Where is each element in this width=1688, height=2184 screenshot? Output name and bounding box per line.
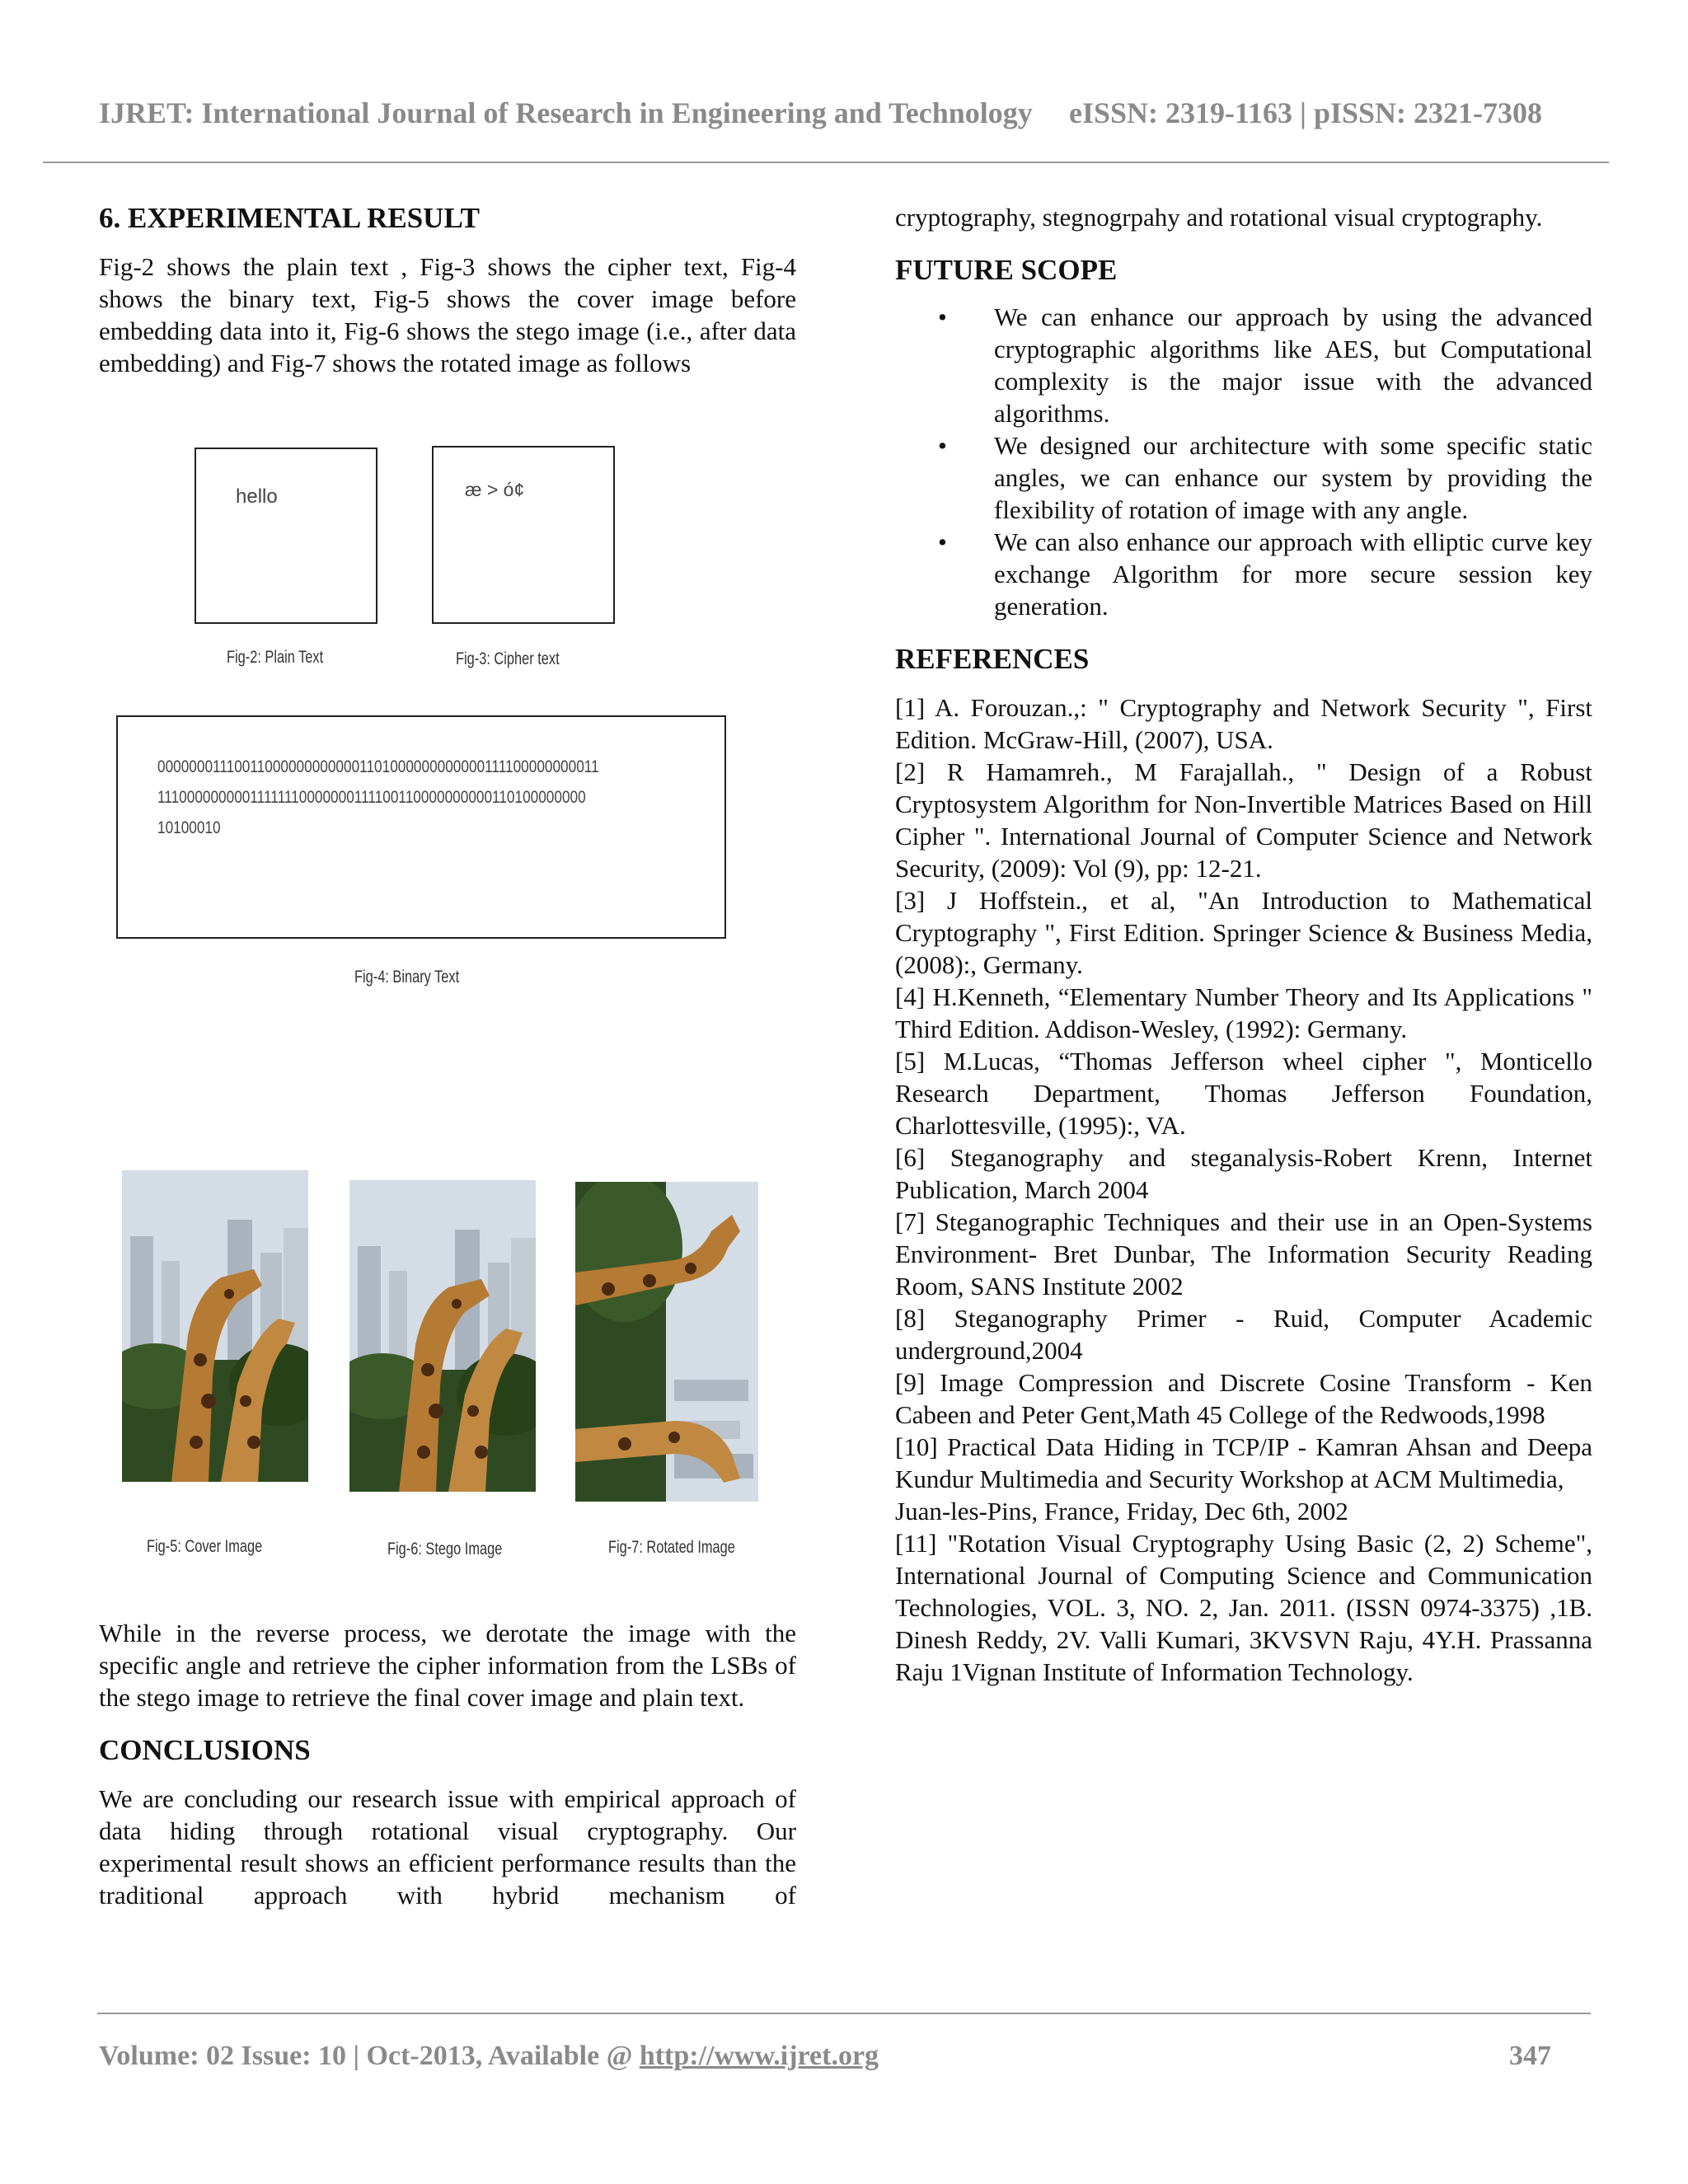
fig7-caption: Fig-7: Rotated Image <box>608 1538 735 1557</box>
fig4-binary-text <box>157 752 599 843</box>
running-footer <box>99 2041 1591 2072</box>
left-column-bottom <box>99 1617 796 1911</box>
future-scope-list <box>895 301 1592 622</box>
journal-name: IJRET: International Journal of Research in Engineering and Technology <box>99 96 1033 129</box>
section-title-experimental: 6. EXPERIMENTAL RESULT <box>99 202 480 234</box>
right-column <box>895 201 1592 1688</box>
reference-item: [8] Steganography Primer - Ruid, Computer Academic underground,2004 <box>895 1304 1592 1365</box>
reference-list <box>895 691 1592 1688</box>
running-header <box>99 96 1591 130</box>
section-title-future-scope: FUTURE SCOPE <box>895 254 1118 286</box>
reference-item: [7] Steganographic Techniques and their use in an Open-Systems Environment- Bret Dunbar, The Information Security Reading Room, SANS Institute 2002 <box>895 1207 1592 1301</box>
reference-item: [11] "Rotation Visual Cryptography Using Basic (2, 2) Scheme", International Journal of Computing Science and Communication Technologies, VOL. 3, NO. 2, Jan. 2011. (ISSN 0974-3375) ,1B. Dinesh Reddy, 2V. Valli Kumari, 3KVSVN Raju, 4Y.H. Prassanna Raju 1Vignan Institute of Information Technology. <box>895 1529 1592 1686</box>
list-item: • We can enhance our approach by using the advanced cryptographic algorithms like AES, but Computational complexity is the major issue with the advanced algorithms. <box>938 302 1592 428</box>
bullet-glyph: • <box>938 527 947 556</box>
footer-volume: Volume: 02 Issue: 10 | Oct-2013, Available @ <box>99 2041 640 2071</box>
binary-line: 11100000000011111110000000111100110000000000110100000000 <box>157 788 586 807</box>
fig4-caption: Fig-4: Binary Text <box>354 968 460 987</box>
left-column-top <box>99 201 796 379</box>
fig2-plain-text: hello <box>236 485 278 508</box>
header-rule <box>43 162 1609 163</box>
list-item: • We designed our architecture with some specific static angles, we can enhance our system by providing the flexibility of rotation of image with any angle. <box>938 431 1592 524</box>
fig5-caption: Fig-5: Cover Image <box>147 1537 263 1556</box>
section-title-conclusions: CONCLUSIONS <box>99 1734 311 1766</box>
section-paragraph: Fig-2 shows the plain text , Fig-3 shows the cipher text, Fig-4 shows the binary text, Fig-5 shows the cover image before embedding data into it, Fig-6 shows the stego image (i.e., after data embedding) and Fig-7 shows the rotated image as follows <box>99 252 796 377</box>
list-item: • We can also enhance our approach with elliptic curve key exchange Algorithm for more secure session key generation. <box>938 527 1592 621</box>
reference-item: Juan-les-Pins, France, Friday, Dec 6th, 2002 <box>895 1497 1348 1526</box>
reverse-process-paragraph: While in the reverse process, we derotate the image with the specific angle and retrieve the cipher information from the LSBs of the stego image to retrieve the final cover image and plain text. <box>99 1619 796 1712</box>
page-number: 347 <box>1509 2041 1551 2071</box>
fig4-box <box>116 715 726 939</box>
fig2-box <box>195 448 377 624</box>
reference-item: [6] Steganography and steganalysis-Robert Krenn, Internet Publication, March 2004 <box>895 1143 1592 1204</box>
journal-link[interactable]: http://www.ijret.org <box>639 2041 879 2071</box>
continuation-paragraph: cryptography, stegnogrpahy and rotational visual cryptography. <box>895 203 1543 232</box>
issn-info: eISSN: 2319-1163 | pISSN: 2321-7308 <box>1069 96 1542 129</box>
binary-line: 10100010 <box>157 818 221 837</box>
reference-item: [9] Image Compression and Discrete Cosine Transform - Ken Cabeen and Peter Gent,Math 45 College of the Redwoods,1998 <box>895 1368 1592 1429</box>
binary-line: 000000011100110000000000001101000000000000111100000000011 <box>157 757 599 776</box>
fig3-cipher-text: æ > ó¢ <box>465 479 525 500</box>
fig2-caption: Fig-2: Plain Text <box>227 648 324 667</box>
fig6-stego-image <box>349 1180 536 1492</box>
reference-item: [3] J Hoffstein., et al, "An Introduction to Mathematical Cryptography ", First Edition. Springer Science & Business Media, (2008):, Germany. <box>895 886 1592 979</box>
reference-item: [4] H.Kenneth, “Elementary Number Theory and Its Applications " Third Edition. Addison-Wesley, (1992): Germany. <box>895 982 1592 1043</box>
reference-item: [5] M.Lucas, “Thomas Jefferson wheel cipher ", Monticello Research Department, Thomas Jefferson Foundation, Charlottesville, (1995):, VA. <box>895 1047 1592 1140</box>
fig6-caption: Fig-6: Stego Image <box>387 1540 503 1558</box>
reference-item: [10] Practical Data Hiding in TCP/IP - Kamran Ahsan and Deepa Kundur Multimedia and Security Workshop at ACM Multimedia, <box>895 1432 1592 1493</box>
bullet-glyph: • <box>938 431 947 460</box>
reference-item: [2] R Hamamreh., M Farajallah., " Design of a Robust Cryptosystem Algorithm for Non-Invertible Matrices Based on Hill Cipher ". International Journal of Computer Science and Network Security, (2009): Vol (9), pp: 12-21. <box>895 757 1592 883</box>
bullet-glyph: • <box>938 302 947 331</box>
reference-item: [1] A. Forouzan.,: " Cryptography and Network Security ", First Edition. McGraw-Hill, (2007), USA. <box>895 693 1592 754</box>
footer-rule <box>97 2013 1591 2014</box>
section-title-references: REFERENCES <box>895 643 1090 675</box>
fig3-box <box>432 446 615 624</box>
fig5-cover-image <box>122 1170 308 1482</box>
conclusions-paragraph: We are concluding our research issue with empirical approach of data hiding through rotational visual cryptography. Our experimental result shows an efficient performance results than the traditional approach with hybrid mechanism of <box>99 1784 796 1910</box>
fig7-rotated-image <box>575 1182 758 1502</box>
fig3-caption: Fig-3: Cipher text <box>456 649 560 668</box>
